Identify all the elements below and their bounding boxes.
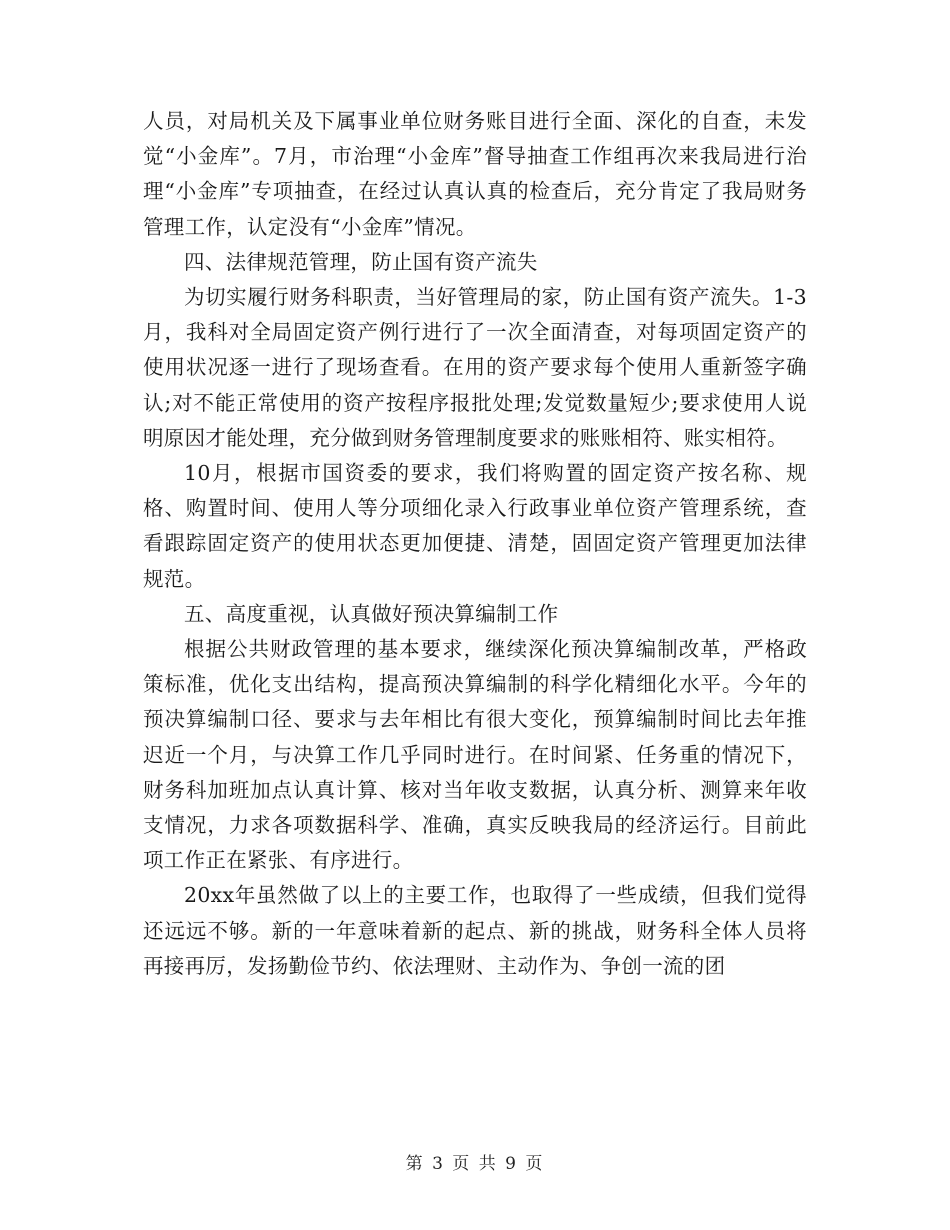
section-heading-four: 四、法律规范管理，防止国有资产流失: [184, 249, 538, 274]
paragraph-asset-system: 10月，根据市国资委的要求，我们将购置的固定资产按名称、规格、购置时间、使用人等分项细化录入行政事业单位资产管理系统，查看跟踪固定资产的使用状态更加便捷、清楚，固固定资产管理更加法律规范。: [143, 461, 807, 591]
paragraph-asset-inventory: 为切实履行财务科职责，当好管理局的家，防止国有资产流失。1-3月，我科对全局固定资产例行进行了一次全面清查，对每项固定资产的使用状况逐一进行了现场查看。在用的资产要求每个使用人重新签字确认;对不能正常使用的资产按程序报批处理;发觉数量短少;要求使用人说明原因才能处理，充分做到财务管理制度要求的账账相符、账实相符。: [143, 285, 807, 450]
page-footer: 第 3 页 共 9 页: [405, 1154, 545, 1174]
paragraph-budget: 根据公共财政管理的基本要求，继续深化预决算编制改革，严格政策标准，优化支出结构，提高预决算编制的科学化精细化水平。今年的预决算编制口径、要求与去年相比有很大变化，预算编制时间比去年推迟近一个月，与决算工作几乎同时进行。在时间紧、任务重的情况下，财务科加班加点认真计算、核对当年收支数据，认真分析、测算来年收支情况，力求各项数据科学、准确，真实反映我局的经济运行。目前此项工作正在紧张、有序进行。: [143, 637, 807, 873]
paragraph-continued: 人员，对局机关及下属事业单位财务账目进行全面、深化的自查，未发觉“小金库”。7月，市治理“小金库”督导抽查工作组再次来我局进行治理“小金库”专项抽查，在经过认真认真的检查后，充分肯定了我局财务管理工作，认定没有“小金库”情况。: [143, 109, 807, 239]
paragraph-summary: 20xx年虽然做了以上的主要工作，也取得了一些成绩，但我们觉得还远远不够。新的一年意味着新的起点、新的挑战，财务科全体人员将再接再厉，发扬勤俭节约、依法理财、主动作为、争创一流的团: [143, 883, 807, 978]
section-heading-five: 五、高度重视，认真做好预决算编制工作: [184, 601, 559, 626]
document-body: [143, 104, 807, 984]
